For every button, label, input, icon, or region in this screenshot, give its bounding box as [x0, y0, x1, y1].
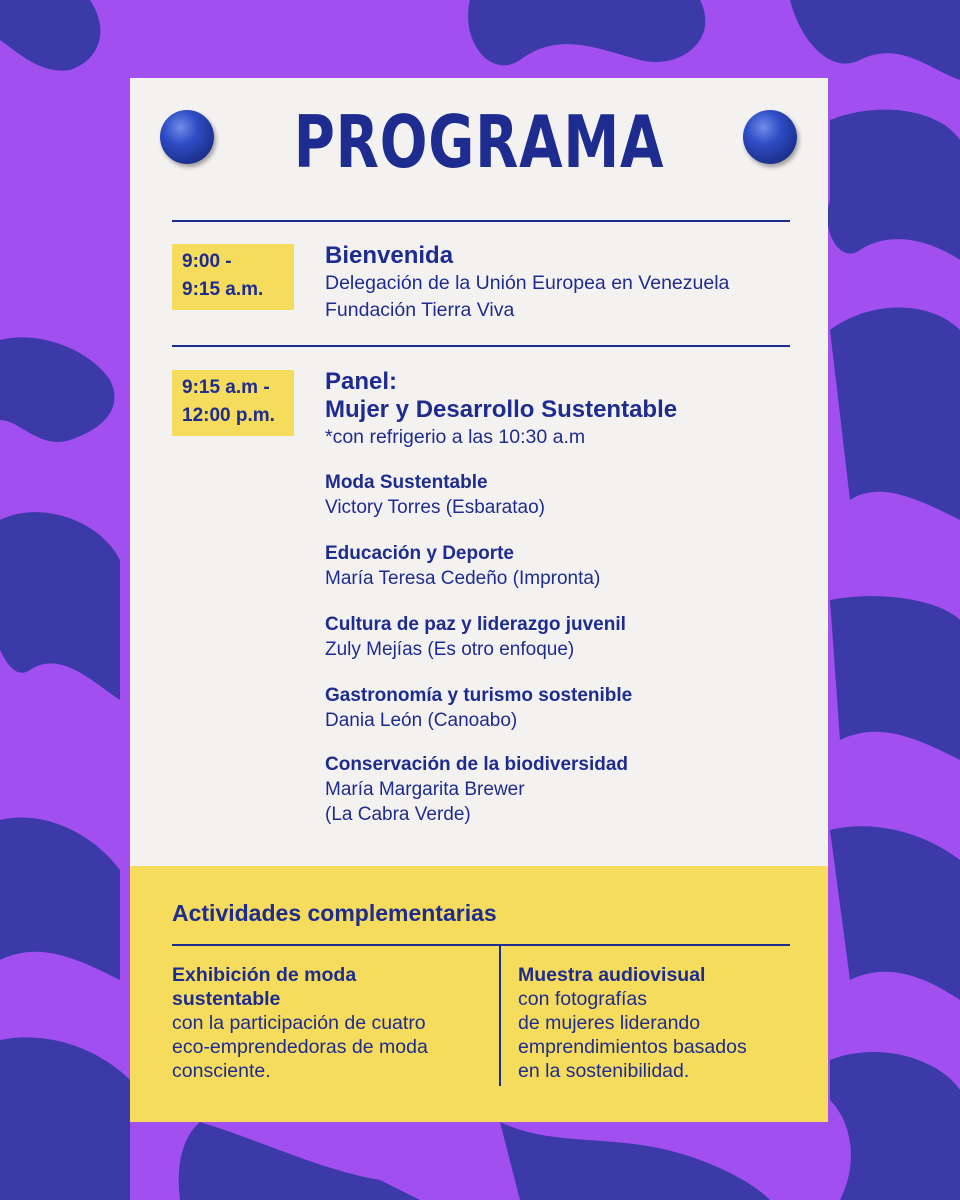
divider	[172, 944, 790, 946]
activity-audiovisual	[518, 963, 747, 1083]
panel-topic	[325, 612, 626, 662]
organizer-line: Fundación Tierra Viva	[325, 299, 515, 321]
topic-title: Cultura de paz y liderazgo juvenil	[325, 614, 626, 635]
activity-text: emprendimientos basados	[518, 1036, 747, 1058]
time-badge: 9:15 a.m - 12:00 p.m.	[172, 370, 294, 436]
topic-speaker: María Teresa Cedeño (Impronta)	[325, 568, 601, 589]
welcome-section	[325, 242, 729, 324]
section-title: Panel:	[325, 368, 398, 395]
topic-speaker: (La Cabra Verde)	[325, 804, 471, 825]
divider	[172, 345, 790, 347]
topic-title: Gastronomía y turismo sostenible	[325, 685, 633, 706]
column-divider	[499, 946, 501, 1086]
activity-text: con la participación de cuatro	[172, 1012, 426, 1034]
activity-fashion	[172, 963, 428, 1083]
topic-speaker: Victory Torres (Esbaratao)	[325, 497, 545, 518]
organizer-line: Delegación de la Unión Europea en Venezuela	[325, 272, 730, 294]
divider	[172, 220, 790, 222]
activity-text: de mujeres liderando	[518, 1012, 701, 1034]
topic-title: Moda Sustentable	[325, 472, 488, 493]
topic-speaker: Dania León (Canoabo)	[325, 710, 518, 731]
activity-text: con fotografías	[518, 988, 647, 1010]
panel-section	[325, 368, 677, 451]
activity-text: consciente.	[172, 1060, 271, 1082]
activity-title: sustentable	[172, 988, 281, 1010]
topic-speaker: Zuly Mejías (Es otro enfoque)	[325, 639, 575, 660]
section-title: Mujer y Desarrollo Sustentable	[325, 396, 678, 423]
activity-text: en la sostenibilidad.	[518, 1060, 690, 1082]
activity-title: Muestra audiovisual	[518, 964, 706, 986]
section-title: Bienvenida	[325, 242, 454, 269]
panel-topic	[325, 752, 628, 827]
topic-title: Educación y Deporte	[325, 543, 514, 564]
panel-topic	[325, 470, 545, 520]
topic-speaker: María Margarita Brewer	[325, 779, 525, 800]
panel-topic	[325, 683, 632, 733]
page-title: PROGRAMA	[293, 100, 665, 184]
activities-title: Actividades complementarias	[172, 900, 497, 926]
activity-title: Exhibición de moda	[172, 964, 357, 986]
time-badge: 9:00 - 9:15 a.m.	[172, 244, 294, 310]
activity-text: eco-emprendedoras de moda	[172, 1036, 428, 1058]
panel-topic	[325, 541, 600, 591]
refreshment-note: *con refrigerio a las 10:30 a.m	[325, 426, 586, 448]
topic-title: Conservación de la biodiversidad	[325, 754, 629, 775]
